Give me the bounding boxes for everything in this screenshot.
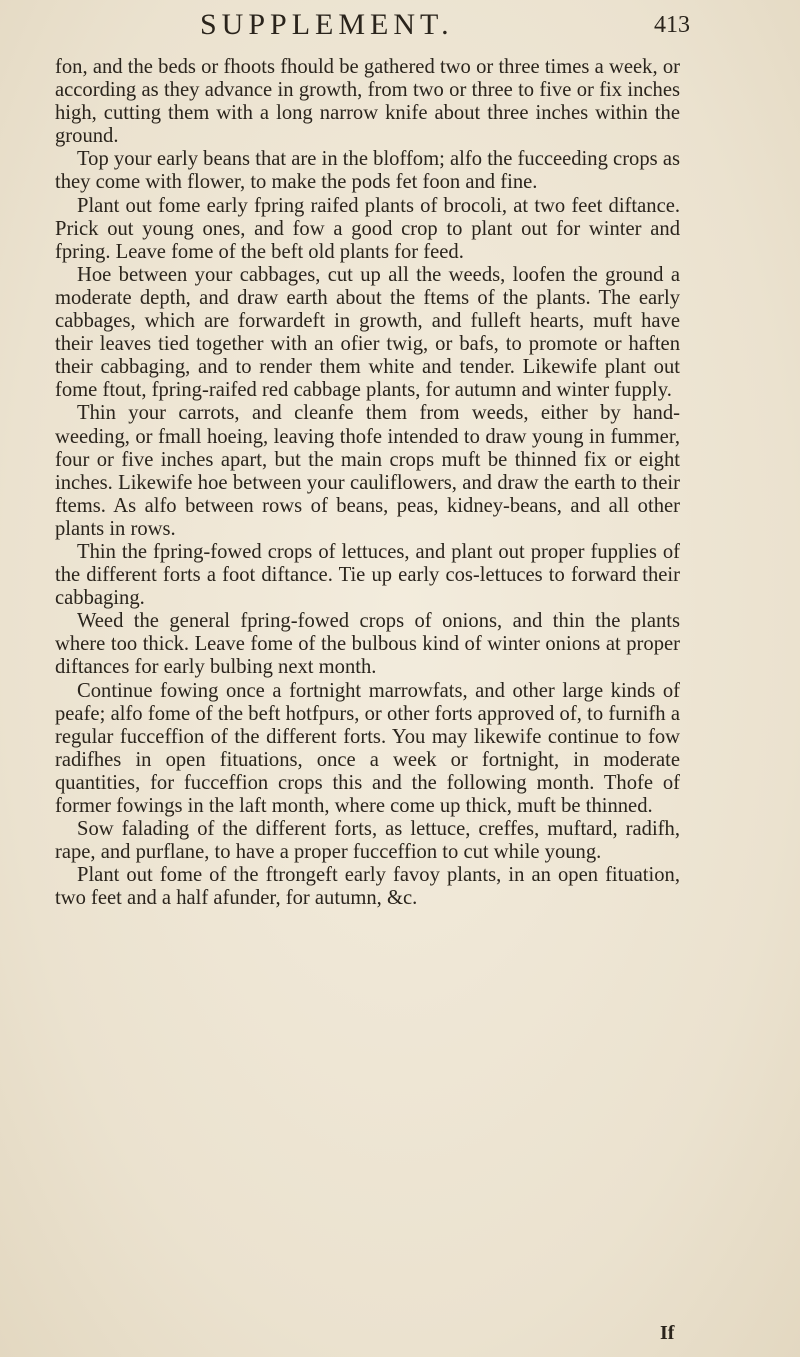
page-number: 413 (654, 12, 690, 38)
paragraph: Top your early beans that are in the bloffom; alfo the fucceeding crops as they come with flower, to make the pods fet foon and fine. (55, 148, 680, 194)
page-header (200, 8, 690, 48)
paragraph: Weed the general fpring-fowed crops of onions, and thin the plants where too thick. Leave fome of the bulbous kind of winter onions at proper diftances for early bulbing next month. (55, 610, 680, 679)
catchword: If (660, 1322, 675, 1344)
paragraph: Plant out fome early fpring raifed plants of brocoli, at two feet diftance. Prick out young ones, and fow a good crop to plant out for winter and fpring. Leave fome of the beft old plants for feed. (55, 194, 680, 263)
paragraph: Plant out fome of the ftrongeft early favoy plants, in an open fituation, two feet and a half afunder, for autumn, &c. (55, 864, 680, 910)
paragraph: fon, and the beds or fhoots fhould be gathered two or three times a week, or according as they advance in growth, from two or three to five or fix inches high, cutting them with a long narrow knife about three inches within the ground. (55, 56, 680, 148)
running-title: SUPPLEMENT. (200, 8, 454, 41)
body-text (55, 56, 680, 910)
paragraph: Sow falading of the different forts, as lettuce, creffes, muftard, radifh, rape, and purflane, to have a proper fucceffion to cut while young. (55, 818, 680, 864)
paragraph: Hoe between your cabbages, cut up all the weeds, loofen the ground a moderate depth, and draw earth about the ftems of the plants. The early cabbages, which are forwardeft in growth, and fulleft hearts, muft have their leaves tied together with an ofier twig, or bafs, to promote or haften their cabbaging, and to render them white and tender. Likewife plant out fome ftout, fpring-raifed red cabbage plants, for autumn and winter fupply. (55, 263, 680, 402)
paragraph: Thin your carrots, and cleanfe them from weeds, either by hand-weeding, or fmall hoeing, leaving thofe intended to draw young in fummer, four or five inches apart, but the main crops muft be thinned fix or eight inches. Likewife hoe between your cauliflowers, and draw the earth to their ftems. As alfo between rows of beans, peas, kidney-beans, and all other plants in rows. (55, 402, 680, 540)
paragraph: Thin the fpring-fowed crops of lettuces, and plant out proper fupplies of the different forts a foot diftance. Tie up early cos-lettuces to forward their cabbaging. (55, 540, 680, 610)
paragraph: Continue fowing once a fortnight marrowfats, and other large kinds of peafe; alfo fome of the beft hotfpurs, or other forts approved of, to furnifh a regular fucceffion of the different forts. You may likewife continue to fow radifhes in open fituations, once a week or fortnight, in moderate quantities, for fucceffion crops this and the following month. Thofe of former fowings in the laft month, where come up thick, muft be thinned. (55, 679, 680, 817)
